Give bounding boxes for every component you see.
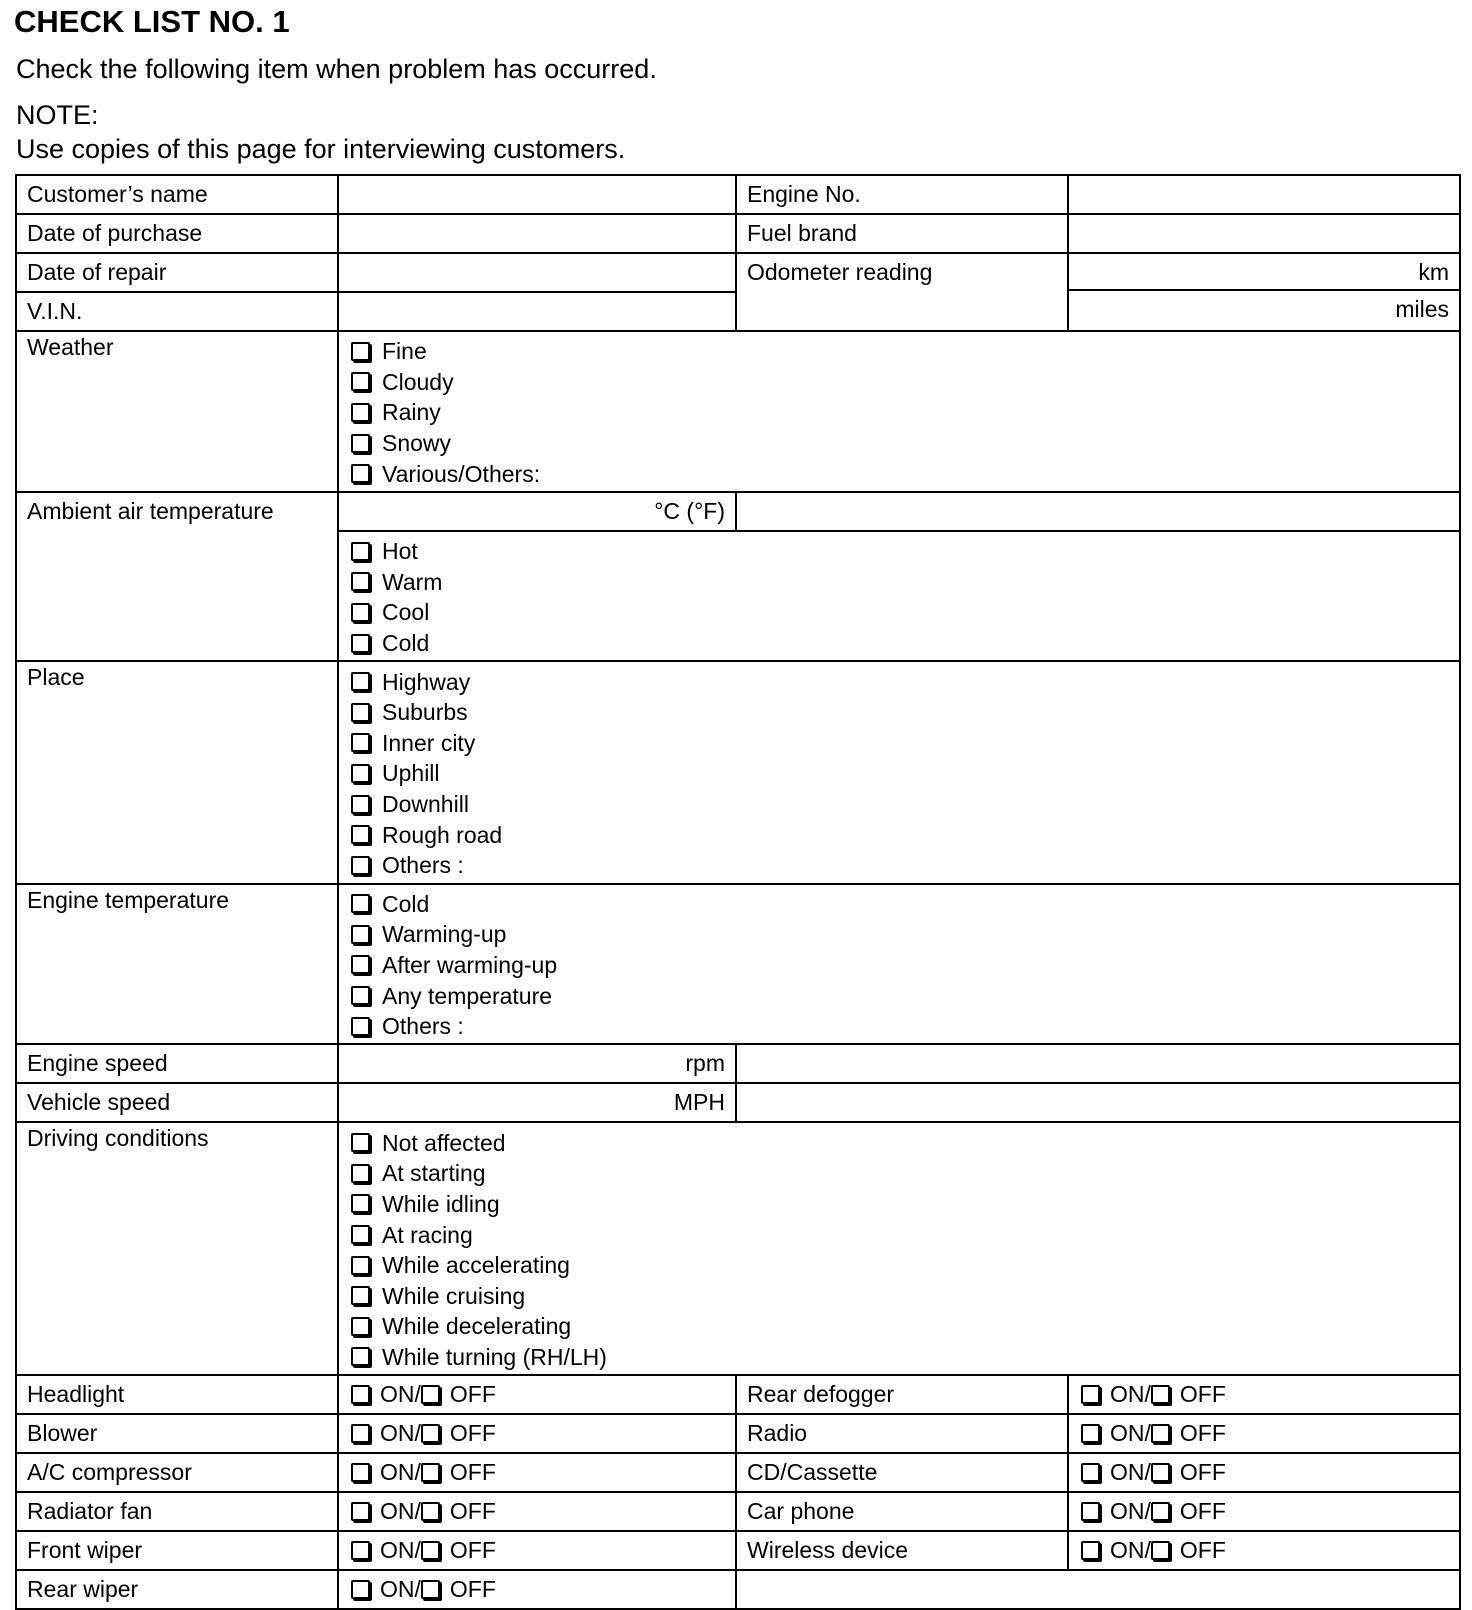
table-row (16, 1122, 1460, 1375)
fuel-brand-label: Fuel brand (736, 214, 1068, 253)
blower-toggle (338, 1414, 736, 1453)
option-label: Fine (382, 338, 427, 365)
option-item[interactable] (349, 1250, 1449, 1281)
vehicle-speed-unit[interactable]: MPH (338, 1083, 736, 1122)
checkbox-icon[interactable] (351, 1385, 370, 1404)
page-title: CHECK LIST NO. 1 (14, 4, 290, 39)
driving-conditions-options (338, 1122, 1460, 1375)
check-list-table (15, 174, 1461, 1610)
option-item[interactable] (349, 850, 1449, 881)
checkbox-icon[interactable] (351, 733, 370, 752)
ambient-temperature-note[interactable] (736, 492, 1460, 531)
checkbox-icon[interactable] (1081, 1385, 1100, 1404)
checkbox-icon[interactable] (351, 1256, 370, 1275)
on-label: ON/ (1110, 1420, 1151, 1447)
on-label: ON/ (380, 1498, 421, 1525)
rear-wiper-label: Rear wiper (16, 1570, 338, 1609)
option-item[interactable] (349, 367, 1449, 398)
checkbox-icon[interactable] (351, 925, 370, 944)
option-item[interactable] (349, 1219, 1449, 1250)
off-label: OFF (1179, 1498, 1226, 1525)
radio-toggle (1068, 1414, 1460, 1453)
off-label: OFF (449, 1381, 496, 1408)
option-label: Hot (382, 538, 418, 565)
driving-conditions-label: Driving conditions (16, 1122, 338, 1375)
table-row (16, 1531, 1460, 1570)
table-row (16, 214, 1460, 253)
checkbox-icon[interactable] (351, 542, 370, 561)
table-row (16, 253, 1460, 292)
checkbox-icon[interactable] (351, 1225, 370, 1244)
checkbox-icon[interactable] (351, 1424, 370, 1443)
checkbox-icon[interactable] (1081, 1424, 1100, 1443)
off-label: OFF (449, 1459, 496, 1486)
ac-compressor-toggle (338, 1453, 736, 1492)
on-label: ON/ (380, 1420, 421, 1447)
option-item[interactable] (349, 1127, 1449, 1158)
on-label: ON/ (380, 1381, 421, 1408)
fuel-brand-field[interactable] (1068, 214, 1460, 253)
date-of-repair-field[interactable] (338, 253, 736, 292)
headlight-label: Headlight (16, 1375, 338, 1414)
place-label: Place (16, 661, 338, 883)
vehicle-speed-note[interactable] (736, 1083, 1460, 1122)
checkbox-icon[interactable] (1151, 1463, 1170, 1482)
option-item[interactable] (349, 666, 1449, 697)
table-row (16, 1492, 1460, 1531)
note-label: NOTE: (16, 100, 99, 130)
radio-label: Radio (736, 1414, 1068, 1453)
checkbox-icon[interactable] (351, 1317, 370, 1336)
table-row (16, 175, 1460, 214)
option-label: While accelerating (382, 1252, 570, 1279)
checkbox-icon[interactable] (1081, 1463, 1100, 1482)
table-row (16, 884, 1460, 1045)
table-row (16, 1453, 1460, 1492)
checkbox-icon[interactable] (351, 955, 370, 974)
vin-label: V.I.N. (16, 292, 338, 331)
option-item[interactable] (349, 919, 1449, 950)
table-row (16, 1083, 1460, 1122)
engine-speed-label: Engine speed (16, 1044, 338, 1083)
ambient-temperature-unit[interactable]: °C (°F) (338, 492, 736, 531)
car-phone-toggle (1068, 1492, 1460, 1531)
checkbox-icon[interactable] (351, 464, 370, 483)
off-label: OFF (1179, 1537, 1226, 1564)
front-wiper-toggle (338, 1531, 736, 1570)
option-label: Others : (382, 1013, 464, 1040)
checkbox-icon[interactable] (351, 434, 370, 453)
on-label: ON/ (380, 1576, 421, 1603)
option-label: While cruising (382, 1282, 526, 1309)
off-label: OFF (449, 1420, 496, 1447)
on-label: ON/ (1110, 1381, 1151, 1408)
rear-wiper-toggle (338, 1570, 736, 1609)
ac-compressor-label: A/C compressor (16, 1453, 338, 1492)
option-label: Warming-up (382, 921, 507, 948)
option-item[interactable] (349, 628, 1449, 659)
option-label: Rainy (382, 399, 441, 426)
on-label: ON/ (1110, 1498, 1151, 1525)
option-label: Snowy (382, 430, 452, 457)
option-label: Cold (382, 630, 430, 657)
blower-label: Blower (16, 1414, 338, 1453)
option-label: After warming-up (382, 951, 558, 978)
date-of-repair-label: Date of repair (16, 253, 338, 292)
checkbox-icon[interactable] (351, 1286, 370, 1305)
checkbox-icon[interactable] (421, 1541, 440, 1560)
option-item[interactable] (349, 728, 1449, 759)
engine-no-field[interactable] (1068, 175, 1460, 214)
checkbox-icon[interactable] (351, 572, 370, 591)
checkbox-icon[interactable] (421, 1580, 440, 1599)
checkbox-icon[interactable] (351, 1541, 370, 1560)
checkbox-icon[interactable] (351, 1463, 370, 1482)
option-item[interactable] (349, 950, 1449, 981)
cd-cassette-toggle (1068, 1453, 1460, 1492)
off-label: OFF (1179, 1381, 1226, 1408)
option-label: Rough road (382, 821, 503, 848)
option-item[interactable] (349, 536, 1449, 567)
checkbox-icon[interactable] (351, 403, 370, 422)
option-label: While decelerating (382, 1313, 572, 1340)
option-item[interactable] (349, 889, 1449, 920)
off-label: OFF (449, 1537, 496, 1564)
front-wiper-label: Front wiper (16, 1531, 338, 1570)
table-row (16, 492, 1460, 531)
empty-cell (736, 1570, 1460, 1609)
instruction-text: Check the following item when problem has occurred. (16, 54, 657, 84)
ambient-temperature-label: Ambient air temperature (16, 492, 338, 661)
option-item[interactable] (349, 1011, 1449, 1042)
option-label: Not affected (382, 1129, 506, 1156)
option-item[interactable] (349, 819, 1449, 850)
option-item[interactable] (349, 458, 1449, 489)
option-item[interactable] (349, 397, 1449, 428)
off-label: OFF (1179, 1459, 1226, 1486)
engine-speed-note[interactable] (736, 1044, 1460, 1083)
checkbox-icon[interactable] (1151, 1424, 1170, 1443)
table-row (16, 1570, 1460, 1609)
option-item[interactable] (349, 697, 1449, 728)
checkbox-icon[interactable] (351, 795, 370, 814)
off-label: OFF (449, 1576, 496, 1603)
option-label: Downhill (382, 791, 469, 818)
table-row (16, 661, 1460, 883)
radiator-fan-label: Radiator fan (16, 1492, 338, 1531)
option-item[interactable] (349, 758, 1449, 789)
ambient-options (338, 531, 1460, 661)
checkbox-icon[interactable] (351, 1194, 370, 1213)
checkbox-icon[interactable] (351, 634, 370, 653)
checkbox-icon[interactable] (351, 603, 370, 622)
checkbox-icon[interactable] (351, 703, 370, 722)
checkbox-icon[interactable] (421, 1424, 440, 1443)
note-text: Use copies of this page for interviewing customers. (16, 134, 626, 164)
option-item[interactable] (349, 428, 1449, 459)
option-item[interactable] (349, 980, 1449, 1011)
option-label: While idling (382, 1190, 500, 1217)
checkbox-icon[interactable] (421, 1463, 440, 1482)
rear-defogger-label: Rear defogger (736, 1375, 1068, 1414)
checkbox-icon[interactable] (351, 856, 370, 875)
weather-options (338, 331, 1460, 492)
date-of-purchase-field[interactable] (338, 214, 736, 253)
option-label: At racing (382, 1221, 473, 1248)
option-label: At starting (382, 1160, 486, 1187)
engine-speed-unit[interactable]: rpm (338, 1044, 736, 1083)
cd-cassette-label: CD/Cassette (736, 1453, 1068, 1492)
option-item[interactable] (349, 567, 1449, 598)
odometer-reading-label: Odometer reading (736, 253, 1068, 331)
checkbox-icon[interactable] (1151, 1502, 1170, 1521)
checkbox-icon[interactable] (351, 986, 370, 1005)
option-label: Uphill (382, 760, 440, 787)
odometer-reading-field[interactable] (1068, 253, 1460, 331)
wireless-device-label: Wireless device (736, 1531, 1068, 1570)
option-item[interactable] (349, 1280, 1449, 1311)
option-label: Various/Others: (382, 460, 541, 487)
checkbox-icon[interactable] (1081, 1541, 1100, 1560)
checkbox-icon[interactable] (1151, 1385, 1170, 1404)
on-label: ON/ (1110, 1537, 1151, 1564)
option-label: Cold (382, 890, 430, 917)
option-label: Cool (382, 599, 430, 626)
table-row (16, 331, 1460, 492)
option-label: Others : (382, 852, 464, 879)
table-row (16, 1375, 1460, 1414)
on-label: ON/ (1110, 1459, 1151, 1486)
checkbox-icon[interactable] (351, 825, 370, 844)
option-label: Inner city (382, 729, 476, 756)
option-label: Warm (382, 568, 443, 595)
engine-temperature-label: Engine temperature (16, 884, 338, 1045)
checkbox-icon[interactable] (351, 1164, 370, 1183)
option-item[interactable] (349, 1342, 1449, 1373)
option-label: While turning (RH/LH) (382, 1343, 607, 1370)
table-row (16, 1414, 1460, 1453)
vin-field[interactable] (338, 292, 736, 331)
customers-name-label: Customer’s name (16, 175, 338, 214)
option-item[interactable] (349, 1311, 1449, 1342)
checkbox-icon[interactable] (421, 1385, 440, 1404)
option-label: Suburbs (382, 699, 468, 726)
wireless-device-toggle (1068, 1531, 1460, 1570)
date-of-purchase-label: Date of purchase (16, 214, 338, 253)
checkbox-icon[interactable] (351, 1580, 370, 1599)
off-label: OFF (1179, 1420, 1226, 1447)
option-label: Highway (382, 668, 471, 695)
checkbox-icon[interactable] (351, 672, 370, 691)
vehicle-speed-label: Vehicle speed (16, 1083, 338, 1122)
checkbox-icon[interactable] (351, 372, 370, 391)
option-item[interactable] (349, 597, 1449, 628)
off-label: OFF (449, 1498, 496, 1525)
checkbox-icon[interactable] (421, 1502, 440, 1521)
engine-no-label: Engine No. (736, 175, 1068, 214)
option-item[interactable] (349, 1189, 1449, 1220)
odometer-miles-unit: miles (1395, 296, 1449, 322)
checkbox-icon[interactable] (351, 1017, 370, 1036)
checkbox-icon[interactable] (351, 1502, 370, 1521)
checkbox-icon[interactable] (351, 1133, 370, 1152)
weather-label: Weather (16, 331, 338, 492)
checkbox-icon[interactable] (351, 764, 370, 783)
on-label: ON/ (380, 1537, 421, 1564)
option-item[interactable] (349, 789, 1449, 820)
on-label: ON/ (380, 1459, 421, 1486)
odometer-km-unit: km (1069, 254, 1459, 291)
radiator-fan-toggle (338, 1492, 736, 1531)
checkbox-icon[interactable] (1151, 1541, 1170, 1560)
checkbox-icon[interactable] (351, 342, 370, 361)
headlight-toggle (338, 1375, 736, 1414)
option-label: Cloudy (382, 368, 454, 395)
option-label: Any temperature (382, 982, 553, 1009)
place-options (338, 661, 1460, 883)
table-row (16, 1044, 1460, 1083)
customers-name-field[interactable] (338, 175, 736, 214)
checkbox-icon[interactable] (351, 894, 370, 913)
checkbox-icon[interactable] (351, 1347, 370, 1366)
option-item[interactable] (349, 1158, 1449, 1189)
rear-defogger-toggle (1068, 1375, 1460, 1414)
engine-temperature-options (338, 884, 1460, 1045)
car-phone-label: Car phone (736, 1492, 1068, 1531)
option-item[interactable] (349, 336, 1449, 367)
checkbox-icon[interactable] (1081, 1502, 1100, 1521)
